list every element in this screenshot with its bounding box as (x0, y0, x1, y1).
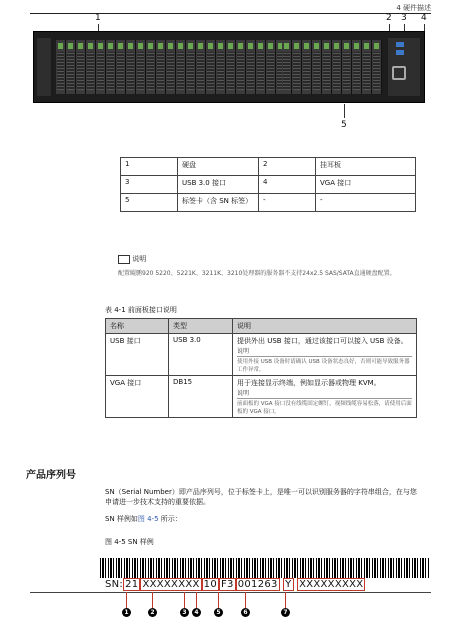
figure-link[interactable]: 图 4-5 (137, 515, 159, 523)
drive-bay (106, 40, 116, 94)
drive-bay (56, 40, 66, 94)
paragraph: SN（Serial Number）即产品序列号，位于标签卡上，是唯一可以识别服务器的字符串组合，在与您申请进一步技术支持的重要依据。 (105, 488, 417, 506)
header-rule (30, 13, 431, 14)
vga-port-icon (392, 66, 406, 80)
sn-segment: 10 (203, 579, 217, 590)
table-cell: 2 (259, 158, 316, 176)
table-row (121, 176, 416, 194)
table-caption: 表 4-1 前面板接口说明 (105, 306, 177, 314)
drive-bay (332, 40, 342, 94)
cell-note: 使用外接 USB 设备时请确认 USB 设备状态良好，否则可能导致服务器工作异常。 (237, 359, 410, 373)
drive-bay (196, 40, 206, 94)
table-cell: 硬盘 (178, 158, 259, 176)
table-cell: 挂耳板 (316, 158, 416, 176)
cell-note: 前面板的 VGA 接口没有线缆固定螺钉，视频线缆容易松落，请使用后面板的 VGA 接口。 (237, 401, 412, 415)
table-cell: - (316, 194, 416, 212)
bottom-rule (30, 592, 431, 593)
table-cell: 5 (121, 194, 178, 212)
drive-bay (126, 40, 136, 94)
table-cell (233, 376, 417, 418)
figure-caption: 图 4-5 SN 样例 (105, 538, 154, 546)
usb-port-icon (396, 42, 404, 47)
marker-3: 3 (180, 608, 189, 617)
drive-bay (236, 40, 246, 94)
table-cell: USB 接口 (106, 334, 169, 376)
callout-4: 4 (421, 13, 427, 23)
column-header: 名称 (106, 319, 169, 334)
table-cell: VGA 接口 (106, 376, 169, 418)
drive-bay (282, 40, 292, 94)
usb-port-icon (396, 50, 404, 55)
note-label: 说明 (132, 255, 147, 263)
drive-bay (322, 40, 332, 94)
table-cell (233, 334, 417, 376)
callout-1: 1 (95, 13, 101, 23)
sn-prefix: SN: (105, 579, 124, 590)
drive-bay (352, 40, 362, 94)
marker-6: 6 (241, 608, 250, 617)
drive-bay (186, 40, 196, 94)
marker-1: 1 (122, 608, 131, 617)
drive-bay (226, 40, 236, 94)
server-front-panel-image (33, 31, 425, 103)
drive-bay (292, 40, 302, 94)
drive-bay (216, 40, 226, 94)
table-cell: 3 (121, 176, 178, 194)
barcode-image (100, 558, 430, 578)
callout-3: 3 (401, 13, 407, 23)
drive-bay (66, 40, 76, 94)
cell-description: 用于连接显示终端，例如显示器或物理 KVM。 (237, 379, 381, 387)
table-row (121, 158, 416, 176)
cell-description: 提供外出 USB 接口，通过该接口可以接入 USB 设备。 (237, 337, 408, 345)
sn-segment: F3 (220, 579, 234, 590)
interface-table (105, 318, 417, 418)
marker-5: 5 (214, 608, 223, 617)
table-cell: - (259, 194, 316, 212)
callout-2: 2 (386, 13, 392, 23)
drive-bay (166, 40, 176, 94)
chapter-header: 4 硬件描述 (396, 4, 431, 12)
table-row (121, 194, 416, 212)
callout-5: 5 (341, 120, 347, 130)
drive-bay (176, 40, 186, 94)
marker-7: 7 (281, 608, 290, 617)
sn-sample (105, 579, 365, 590)
table-cell: USB 3.0 接口 (178, 176, 259, 194)
cell-note-label: 说明 (237, 388, 412, 399)
drive-bay (246, 40, 256, 94)
note-block (118, 254, 423, 278)
drive-bay (362, 40, 372, 94)
drive-bay (266, 40, 276, 94)
drive-bay (302, 40, 312, 94)
sn-segment: XXXXXXXXX (299, 579, 364, 590)
table-cell: USB 3.0 (169, 334, 233, 376)
table-row (106, 376, 417, 418)
table-cell: 1 (121, 158, 178, 176)
column-header: 说明 (233, 319, 417, 334)
drive-bay (206, 40, 216, 94)
paragraph: SN 样例如图 4-5 所示： (105, 515, 182, 523)
drive-bay (116, 40, 126, 94)
drive-bay (372, 40, 382, 94)
note-text: 配置鲲鹏920 5220、5221K、3211K、3210处理器的服务器不支持24x2.5 SAS/SATA直通硬盘配置。 (118, 270, 396, 277)
table-cell: 标签卡（含 SN 标签） (178, 194, 259, 212)
drive-bay (146, 40, 156, 94)
drive-bay (256, 40, 266, 94)
sn-segment: Y (285, 579, 292, 590)
marker-2: 2 (148, 608, 157, 617)
left-mounting-ear (37, 38, 51, 96)
table-cell: DB15 (169, 376, 233, 418)
drive-bay (312, 40, 322, 94)
sn-segment: 001263 (237, 579, 278, 590)
sn-segment: XXXXXXXX (142, 579, 200, 590)
callout-table (120, 157, 416, 212)
drive-bay (86, 40, 96, 94)
table-header-row (106, 319, 417, 334)
drive-bay (136, 40, 146, 94)
column-header: 类型 (169, 319, 233, 334)
drive-bay (76, 40, 86, 94)
sn-segment: 21 (125, 579, 139, 590)
drive-bay (156, 40, 166, 94)
drive-bay (342, 40, 352, 94)
section-title: 产品序列号 (26, 470, 76, 481)
drive-bay (96, 40, 106, 94)
table-row (106, 334, 417, 376)
note-icon (118, 255, 130, 264)
table-cell: 4 (259, 176, 316, 194)
marker-4: 4 (192, 608, 201, 617)
cell-note-label: 说明 (237, 346, 412, 357)
table-cell: VGA 接口 (316, 176, 416, 194)
